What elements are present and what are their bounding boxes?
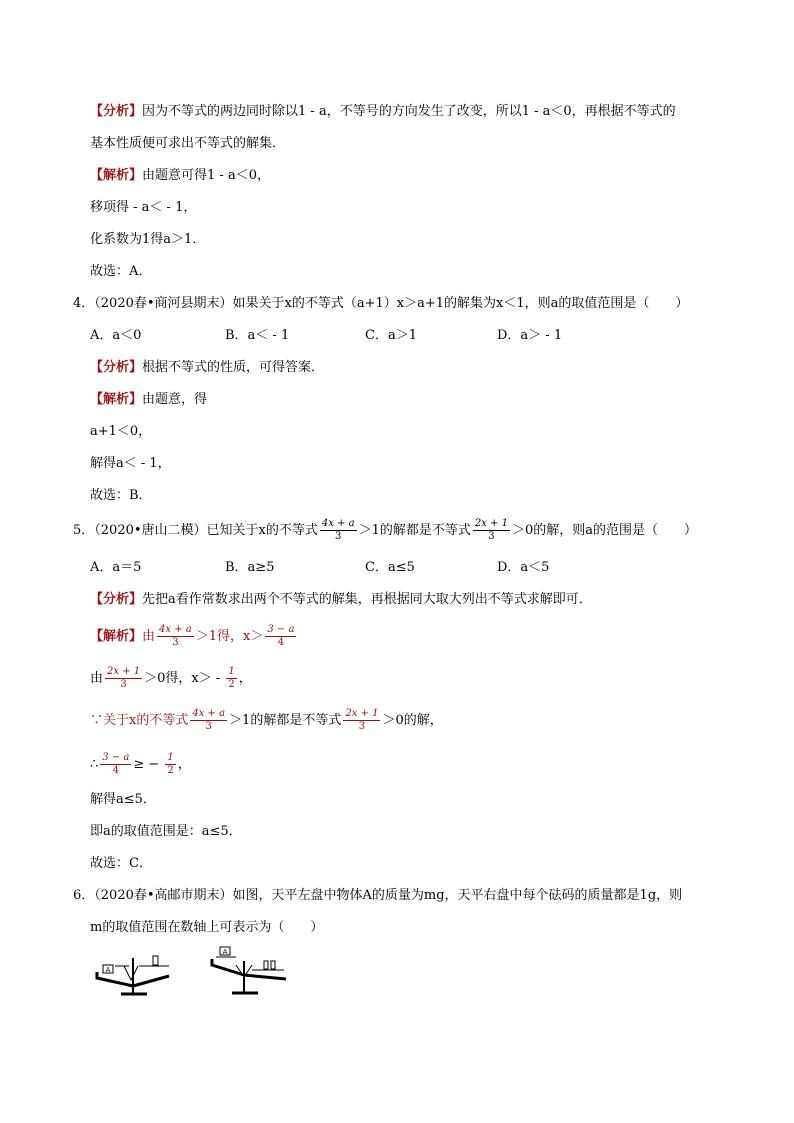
solution-text: ， [177, 757, 191, 772]
object-a-label: A [222, 948, 228, 956]
fraction [226, 666, 236, 691]
stem-text: ＞1的解都是不等式 [358, 523, 471, 538]
denominator: 2 [167, 765, 174, 776]
numerator: 2x + 1 [345, 708, 379, 719]
solution-text: ∴ [90, 757, 99, 772]
q4-solution-line2: a+1＜0， [90, 424, 152, 439]
numerator: 3 − a [267, 624, 295, 635]
object-a-label: A [105, 966, 111, 974]
fraction [100, 752, 131, 777]
analysis-text: 因为不等式的两边同时除以1 - a，不等号的方向发生了改变，所以1 - a＜0，再根据不等式的 [142, 104, 676, 119]
fraction [265, 624, 296, 649]
fraction [343, 708, 380, 733]
q5-answer: 故选：C． [90, 856, 152, 871]
solution-text: 由题意，得 [142, 392, 208, 407]
q3-answer: 故选：A． [90, 264, 152, 279]
fraction [190, 708, 227, 733]
numerator: 2x + 1 [107, 666, 141, 677]
numerator: 3 − a [102, 752, 130, 763]
solution-text: ＞1得，x＞ [195, 629, 264, 644]
q5-analysis [90, 590, 592, 610]
q4-analysis [90, 358, 324, 378]
solution-tag: 【解析】 [90, 629, 143, 644]
q5-option-a: A．a＝5 [90, 560, 142, 575]
numerator: 1 [228, 666, 235, 677]
analysis-text: 根据不等式的性质，可得答案． [142, 360, 325, 375]
numerator: 4x + a [192, 708, 226, 719]
denominator: 3 [205, 721, 212, 732]
solution-text: 由 [90, 671, 104, 686]
q5-stem [73, 518, 697, 543]
stem-text: ＞0的解，则a的范围是（ ） [511, 523, 697, 538]
denominator: 3 [172, 637, 179, 648]
denominator: 3 [335, 531, 342, 542]
q3-solution-line1 [90, 166, 270, 186]
solution-text: ≥ − [133, 757, 164, 772]
q3-analysis-line1 [90, 102, 676, 122]
stem-text: 5．（2020•唐山二模）已知关于x的不等式 [73, 523, 318, 538]
analysis-tag: 【分析】 [90, 104, 143, 119]
q3-analysis-line2: 基本性质便可求出不等式的解集． [90, 136, 286, 151]
solution-text: 由题意可得1 - a＜0， [142, 168, 270, 183]
q5-solution-line3 [90, 708, 443, 733]
denominator: 4 [277, 637, 285, 648]
q4-option-b: B．a＜ - 1 [225, 328, 290, 343]
q5-option-d: D．a＜5 [497, 560, 550, 575]
solution-text: ＞0的解， [382, 713, 443, 728]
numerator: 1 [167, 752, 174, 763]
numerator: 2x + 1 [474, 518, 508, 529]
solution-tag: 【解析】 [90, 168, 143, 183]
balance-scale-figure-2 [208, 945, 290, 1000]
balance-scale-figure-1 [95, 950, 175, 1000]
q4-option-c: C．a＞1 [365, 328, 417, 343]
solution-tag: 【解析】 [90, 392, 143, 407]
q3-solution-line2: 移项得 - a＜ - 1， [90, 200, 197, 215]
q4-solution-line1 [90, 390, 207, 410]
numerator: 4x + a [159, 624, 192, 635]
q4-option-a: A．a＜0 [90, 328, 142, 343]
q5-solution-line5: 解得a≤5． [90, 792, 156, 807]
q4-option-d: D．a＞ - 1 [497, 328, 563, 343]
q5-option-b: B．a≥5 [225, 560, 275, 575]
denominator: 4 [112, 765, 119, 776]
fraction [320, 518, 357, 543]
denominator: 3 [358, 721, 366, 732]
q5-solution-line4 [90, 752, 191, 777]
analysis-tag: 【分析】 [90, 360, 143, 375]
q6-stem-line1: 6．（2020春•高邮市期末）如图，天平左盘中物体A的质量为mg，天平右盘中每个砝码的质量都是1g，则 [73, 888, 683, 903]
solution-text: ， [238, 671, 252, 686]
q5-solution-line2 [90, 666, 252, 691]
fraction [157, 624, 194, 649]
q4-stem: 4．（2020春•商河县期末）如果关于x的不等式（a+1）x＞a+1的解集为x＜1，则a的取值范围是（ ） [73, 296, 689, 311]
q5-solution-line6: 即a的取值范围是：a≤5． [90, 824, 242, 839]
q6-stem-line2: m的取值范围在数轴上可表示为（ ） [90, 920, 324, 935]
solution-text: ＞0得，x＞ - [144, 671, 225, 686]
fraction [105, 666, 142, 691]
solution-text: 由 [142, 629, 156, 644]
q3-solution-line3: 化系数为1得a＞1． [90, 232, 206, 247]
q5-solution-line1 [90, 624, 298, 649]
solution-text: ∵关于x的不等式 [90, 713, 189, 728]
analysis-text: 先把a看作常数求出两个不等式的解集，再根据同大取大列出不等式求解即可． [142, 592, 592, 607]
q5-option-c: C．a≤5 [365, 560, 415, 575]
denominator: 2 [228, 679, 235, 690]
q4-answer: 故选：B． [90, 488, 152, 503]
fraction [165, 752, 175, 777]
solution-text: ＞1的解都是不等式 [229, 713, 342, 728]
q4-solution-line3: 解得a＜ - 1， [90, 456, 171, 471]
analysis-tag: 【分析】 [90, 592, 143, 607]
fraction [473, 518, 510, 543]
numerator: 4x + a [321, 518, 355, 529]
denominator: 3 [120, 679, 127, 690]
denominator: 3 [488, 531, 495, 542]
